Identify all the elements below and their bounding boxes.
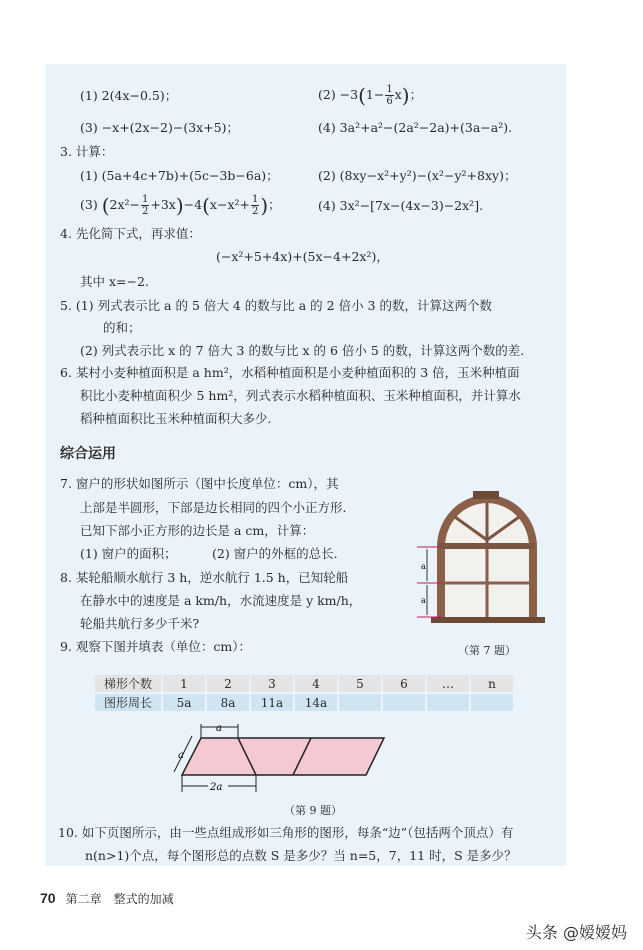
- q4-condition: 其中 x=−2.: [80, 274, 149, 289]
- table-cell: 5: [339, 675, 381, 692]
- q4-title: 4. 先化简下式，再求值：: [60, 226, 201, 241]
- table-cell: 14a: [295, 694, 337, 711]
- q2-part2: [318, 84, 422, 107]
- watermark: 头条 @嫒嫒妈: [525, 923, 627, 942]
- q8-line3: 轮船共航行多少千米?: [80, 616, 200, 631]
- table-cell: 2: [207, 675, 249, 692]
- fraction: [385, 84, 393, 107]
- q10-line1: 10. 如下页图所示，由一些点组成形如三角形的图形，每条“边”（包括两个顶点）有: [58, 825, 514, 840]
- table-header: 图形周长: [95, 694, 161, 711]
- denominator: 2: [251, 206, 259, 217]
- numerator: 1: [386, 84, 393, 95]
- paren: ): [175, 193, 184, 218]
- fraction: [251, 194, 259, 217]
- window-figure: [415, 485, 565, 630]
- q7-line3: 已知下部小正方形的边长是 a cm，计算：: [80, 523, 315, 538]
- denominator: 2: [142, 206, 149, 217]
- section-heading: 综合运用: [60, 446, 116, 462]
- page-number: 70: [40, 890, 56, 906]
- q5-line3: (2) 列式表示比 x 的 7 倍大 3 的数与比 x 的 6 倍小 5 的数，计算这两个数的差.: [80, 343, 525, 358]
- q7-line4b: (2) 窗户的外框的总长.: [212, 546, 338, 561]
- q2-part2-pre: (2) −3: [318, 87, 359, 102]
- table-row: [95, 694, 513, 711]
- q7-line4a: (1) 窗户的面积；: [80, 546, 177, 561]
- table-cell: 1: [163, 675, 205, 692]
- expr: 2x²−: [109, 197, 140, 212]
- q5-line1: 5. (1) 列式表示比 a 的 5 倍大 4 的数与比 a 的 2 倍小 3 的数，计算这两个数: [60, 298, 492, 313]
- trapezoid-strip: [182, 738, 384, 775]
- table-cell: n: [471, 675, 513, 692]
- expr: +3x: [150, 197, 176, 212]
- paren: ): [401, 83, 410, 108]
- q9-title: 9. 观察下图并填表（单位：cm）：: [60, 639, 252, 654]
- q2-part3: (3) −x+(2x−2)−(3x+5)；: [80, 120, 240, 135]
- label: (3): [80, 197, 102, 212]
- q6-line3: 稻种植面积比玉米种植面积大多少.: [80, 411, 272, 426]
- expr: −4: [183, 197, 203, 212]
- punct: ；: [268, 197, 281, 212]
- dim-label-bottom: 2a: [210, 782, 223, 793]
- page-footer: [40, 890, 174, 907]
- dim-label-top: a: [216, 723, 222, 734]
- table-cell: 5a: [163, 694, 205, 711]
- q10-line2: n(n>1)个点，每个图形总的点数 S 是多少？当 n=5，7，11 时，S 是多少？: [85, 848, 517, 863]
- table-cell: [471, 694, 513, 711]
- trapezoid-figure: [170, 722, 430, 794]
- chapter-title: 第二章 整式的加减: [65, 892, 174, 906]
- fraction: [141, 194, 149, 217]
- q8-line1: 8. 某轮船顺水航行 3 h，逆水航行 1.5 h，已知轮船: [60, 570, 349, 585]
- expr: x−x²+: [209, 197, 250, 212]
- paren: (: [101, 193, 110, 218]
- table-header: 梯形个数: [95, 675, 161, 692]
- q2-part4: (4) 3a²+a²−(2a²−2a)+(3a−a²).: [318, 120, 513, 135]
- dim-label-a: a: [421, 562, 426, 571]
- q3-part3: [80, 194, 281, 217]
- q7-line2: 上部是半圆形，下部是边长相同的四个小正方形.: [80, 500, 347, 515]
- table-cell: 3: [251, 675, 293, 692]
- table-cell: 6: [383, 675, 425, 692]
- q2-part1: (1) 2(4x−0.5)；: [80, 88, 178, 103]
- dim-label-a: a: [421, 596, 426, 605]
- q7-line1: 7. 窗户的形状如图所示（图中长度单位：cm），其: [60, 476, 339, 491]
- q2-part2-var: x: [394, 87, 402, 102]
- table-cell: …: [427, 675, 469, 692]
- table-cell: 8a: [207, 694, 249, 711]
- numerator: 1: [251, 194, 259, 205]
- table-cell: 4: [295, 675, 337, 692]
- dim-label-side: a: [178, 750, 184, 761]
- punct: ；: [409, 87, 423, 102]
- paren: ): [260, 193, 269, 218]
- q8-line2: 在静水中的速度是 a km/h，水流速度是 y km/h，: [80, 593, 362, 608]
- q4-expression: (−x²+5+4x)+(5x−4+2x²)，: [216, 249, 389, 264]
- sill: [431, 617, 545, 623]
- q3-title: 3. 计算：: [60, 144, 114, 159]
- paren: (: [202, 193, 210, 218]
- table-cell: 11a: [251, 694, 293, 711]
- q3-part2: (2) (8xy−x²+y²)−(x²−y²+8xy)；: [318, 168, 517, 183]
- q6-line1: 6. 某村小麦种植面积是 a hm²，水稻种植面积是小麦种植面积的 3 倍，玉米种植面: [60, 365, 520, 380]
- table-row: [95, 675, 513, 692]
- numerator: 1: [142, 194, 149, 205]
- denominator: 6: [386, 96, 393, 107]
- q5-line2: 的和；: [103, 320, 141, 335]
- q9-table: [93, 673, 515, 713]
- q9-caption: （第 9 题）: [284, 804, 342, 817]
- q3-part4: (4) 3x²−[7x−(4x−3)−2x²].: [318, 198, 484, 213]
- table-cell: [339, 694, 381, 711]
- table-cell: [427, 694, 469, 711]
- keystone: [473, 491, 499, 499]
- q2-part2-in: 1−: [365, 87, 385, 102]
- table-cell: [383, 694, 425, 711]
- paren: (: [358, 83, 366, 108]
- q3-part1: (1) (5a+4c+7b)+(5c−3b−6a)；: [80, 168, 279, 183]
- q6-line2: 积比小麦种植面积少 5 hm²，列式表示水稻种植面积、玉米种植面积，并计算水: [80, 388, 521, 403]
- q7-caption: （第 7 题）: [458, 644, 516, 657]
